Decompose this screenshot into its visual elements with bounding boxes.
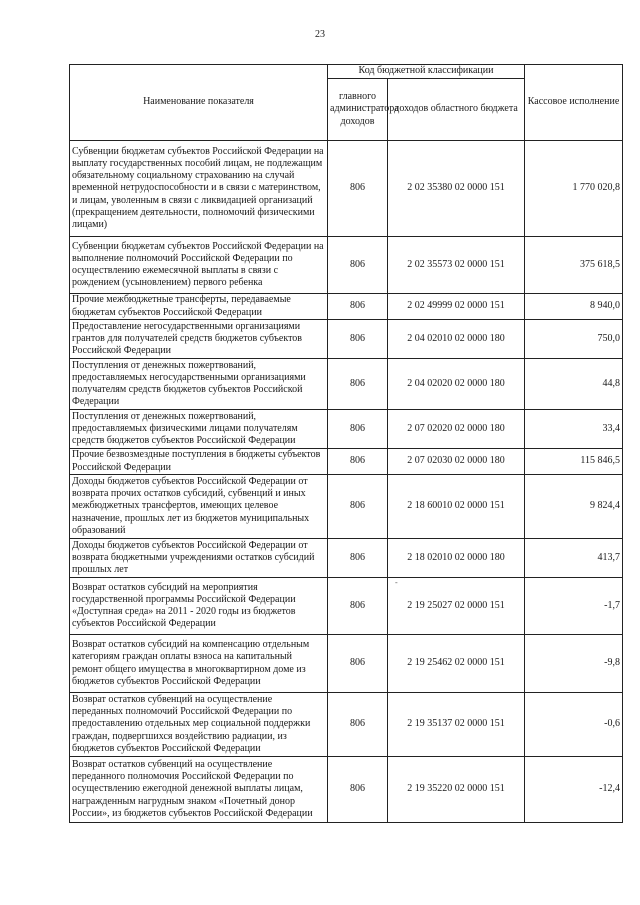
row-admin: 806 <box>328 237 388 294</box>
row-code: 2 07 02030 02 0000 180 <box>388 449 525 475</box>
row-code: 2 19 25027 02 0000 151 <box>388 578 525 635</box>
row-code: 2 04 02020 02 0000 180 <box>388 359 525 410</box>
row-name: Доходы бюджетов субъектов Российской Федерации от возврата прочих остатков субсидий, субвенций и иных межбюджетных трансфертов, имеющих целевое назначение, прошлых лет из бюджетов муниципальных образований <box>70 475 328 539</box>
row-amount: 8 940,0 <box>525 294 623 320</box>
table-row <box>70 237 623 294</box>
row-amount: 44,8 <box>525 359 623 410</box>
row-code: 2 19 35137 02 0000 151 <box>388 693 525 757</box>
row-amount: -0,6 <box>525 693 623 757</box>
row-name: Возврат остатков субвенций на осуществление переданных полномочий Российской Федерации по предоставлению отдельных мер социальной поддержки граждан, подвергшихся воздействию радиации, из бюджетов субъектов Российской Федерации <box>70 693 328 757</box>
row-name: Субвенции бюджетам субъектов Российской Федерации на выплату государственных пособий лицам, не подлежащим обязательному социальному страхованию на случай временной нетрудоспособности и в связи с материнством, и лицам, уволенным в связи с ликвидацией организаций (прекращением деятельности, полномочий физическими лицами) <box>70 141 328 237</box>
page-number: 23 <box>315 29 325 40</box>
row-amount: -1,7 <box>525 578 623 635</box>
row-admin: 806 <box>328 693 388 757</box>
row-admin: 806 <box>328 475 388 539</box>
row-admin: 806 <box>328 578 388 635</box>
header-code-group: Код бюджетной классификации <box>328 65 525 79</box>
row-name: Поступления от денежных пожертвований, предоставляемых негосударственными организациями получателям средств бюджетов субъектов Российской Федерации <box>70 359 328 410</box>
table-row <box>70 539 623 578</box>
row-admin: 806 <box>328 359 388 410</box>
row-code: 2 04 02010 02 0000 180 <box>388 320 525 359</box>
row-admin: 806 <box>328 141 388 237</box>
table-row <box>70 449 623 475</box>
table-row <box>70 757 623 823</box>
row-amount: 9 824,4 <box>525 475 623 539</box>
row-amount: 33,4 <box>525 410 623 449</box>
row-admin: 806 <box>328 635 388 693</box>
table-row <box>70 320 623 359</box>
row-name: Возврат остатков субвенций на осуществление переданного полномочия Российской Федерации по осуществлению ежегодной денежной выплаты лицам, награжденным нагрудным знаком «Почетный донор России», из бюджетов субъектов Российской Федерации <box>70 757 328 823</box>
table-row <box>70 693 623 757</box>
row-name: Поступления от денежных пожертвований, предоставляемых физическими лицами получателям средств бюджетов субъектов Российской Федерации <box>70 410 328 449</box>
row-code: 2 18 02010 02 0000 180 <box>388 539 525 578</box>
row-code: 2 18 60010 02 0000 151 <box>388 475 525 539</box>
row-code: 2 02 35573 02 0000 151 <box>388 237 525 294</box>
row-name: Предоставление негосударственными организациями грантов для получателей средств бюджетов субъектов Российской Федерации <box>70 320 328 359</box>
row-name: Субвенции бюджетам субъектов Российской Федерации на выполнение полномочий Российской Федерации по осуществлению ежемесячной выплаты в связи с рождением (усыновлением) первого ребенка <box>70 237 328 294</box>
table-row <box>70 410 623 449</box>
table-header <box>70 65 623 141</box>
row-amount: 1 770 020,8 <box>525 141 623 237</box>
header-amount: Кассовое исполнение <box>525 65 623 141</box>
scan-mark: - <box>395 578 398 587</box>
table-row <box>70 475 623 539</box>
row-admin: 806 <box>328 449 388 475</box>
row-amount: 413,7 <box>525 539 623 578</box>
row-name: Прочие безвозмездные поступления в бюджеты субъектов Российской Федерации <box>70 449 328 475</box>
row-admin: 806 <box>328 410 388 449</box>
header-code: доходов областного бюджета <box>388 79 525 141</box>
table-row <box>70 294 623 320</box>
row-admin: 806 <box>328 757 388 823</box>
row-admin: 806 <box>328 294 388 320</box>
row-amount: 750,0 <box>525 320 623 359</box>
row-admin: 806 <box>328 539 388 578</box>
row-name: Доходы бюджетов субъектов Российской Федерации от возврата бюджетными учреждениями остатков субсидий прошлых лет <box>70 539 328 578</box>
row-code: 2 07 02020 02 0000 180 <box>388 410 525 449</box>
row-name: Прочие межбюджетные трансферты, передаваемые бюджетам субъектов Российской Федерации <box>70 294 328 320</box>
budget-table <box>69 64 623 823</box>
row-amount: 375 618,5 <box>525 237 623 294</box>
table-row <box>70 635 623 693</box>
row-amount: -12,4 <box>525 757 623 823</box>
table-row <box>70 359 623 410</box>
row-name: Возврат остатков субсидий на компенсацию отдельным категориям граждан оплаты взноса на капитальный ремонт общего имущества в многоквартирном доме из бюджетов субъектов Российской Федерации <box>70 635 328 693</box>
table-row <box>70 141 623 237</box>
row-admin: 806 <box>328 320 388 359</box>
row-code: 2 19 25462 02 0000 151 <box>388 635 525 693</box>
table-body <box>70 141 623 823</box>
row-amount: -9,8 <box>525 635 623 693</box>
row-name: Возврат остатков субсидий на мероприятия государственной программы Российской Федерации «Доступная среда» на 2011 - 2020 годы из бюджетов субъектов Российской Федерации <box>70 578 328 635</box>
row-code: 2 19 35220 02 0000 151 <box>388 757 525 823</box>
header-name: Наименование показателя <box>70 65 328 141</box>
header-admin: главного администратора доходов <box>328 79 388 141</box>
row-amount: 115 846,5 <box>525 449 623 475</box>
row-code: 2 02 49999 02 0000 151 <box>388 294 525 320</box>
row-code: 2 02 35380 02 0000 151 <box>388 141 525 237</box>
table-row <box>70 578 623 635</box>
